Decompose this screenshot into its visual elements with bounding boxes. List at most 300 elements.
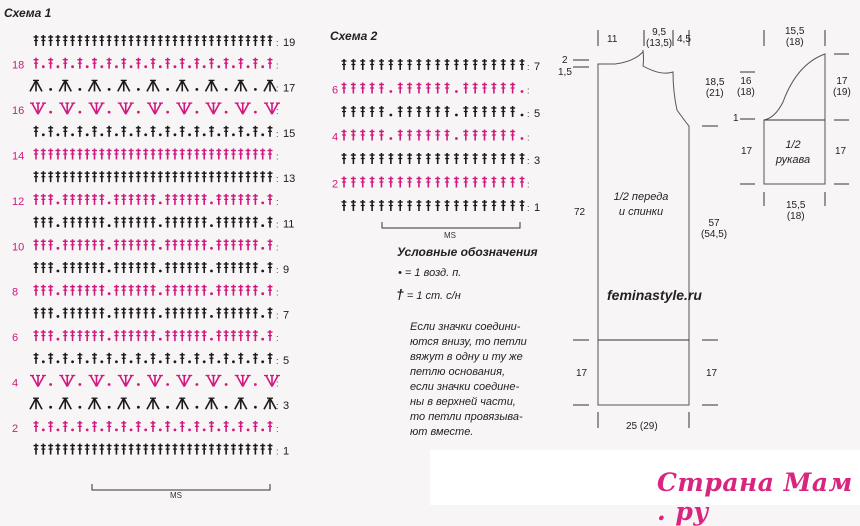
dc-stitch bbox=[165, 239, 170, 250]
row-number: 2 bbox=[332, 178, 339, 191]
dc-stitch bbox=[224, 194, 229, 205]
dc-stitch bbox=[398, 200, 403, 211]
dc-stitch bbox=[216, 262, 221, 273]
dc-stitch bbox=[34, 444, 39, 455]
dc-stitch bbox=[253, 285, 258, 296]
sleeve-dim-bottom-value: 15,5 bbox=[786, 200, 806, 211]
dc-stitch bbox=[180, 444, 185, 455]
dc-stitch bbox=[520, 177, 525, 188]
dc-stitch bbox=[351, 177, 356, 188]
dim-top-left: 11 bbox=[607, 34, 618, 45]
dc-stitch bbox=[426, 200, 431, 211]
dc-stitch bbox=[48, 35, 53, 46]
dc-stitch bbox=[121, 171, 126, 182]
dc-stitch bbox=[92, 35, 97, 46]
dc-stitch bbox=[143, 444, 148, 455]
row-dots: : bbox=[276, 38, 279, 48]
dc-stitch bbox=[158, 35, 163, 46]
fan-stitch bbox=[30, 376, 46, 387]
dc-stitch bbox=[491, 200, 496, 211]
row-number: 7 bbox=[283, 309, 290, 322]
dc-stitch bbox=[107, 126, 112, 137]
dc-stitch bbox=[85, 239, 90, 250]
dc-stitch bbox=[151, 285, 156, 296]
dc-stitch bbox=[180, 285, 185, 296]
cluster-stitch bbox=[235, 80, 247, 91]
dc-stitch bbox=[92, 353, 97, 364]
chain-stitch bbox=[195, 88, 198, 91]
row-dots: : bbox=[527, 132, 530, 143]
dc-stitch bbox=[34, 285, 39, 296]
row-dots: : bbox=[276, 333, 279, 344]
dc-stitch bbox=[194, 421, 199, 432]
dc-stitch bbox=[253, 262, 258, 273]
chain-stitch bbox=[71, 429, 74, 432]
dc-stitch bbox=[107, 149, 112, 160]
chain-symbol: • bbox=[398, 267, 402, 279]
chain-stitch bbox=[144, 360, 147, 363]
row-dots: : bbox=[276, 446, 279, 457]
dc-stitch bbox=[510, 106, 515, 117]
chain-stitch bbox=[195, 406, 198, 409]
dc-stitch bbox=[253, 171, 258, 182]
chain-stitch bbox=[42, 65, 45, 68]
row-dots: : bbox=[527, 179, 530, 190]
cluster-stitch bbox=[89, 398, 101, 409]
dc-stitch bbox=[121, 285, 126, 296]
dc-stitch bbox=[268, 194, 273, 205]
dc-stitch bbox=[172, 239, 177, 250]
dc-stitch bbox=[360, 59, 365, 70]
chain-stitch bbox=[108, 338, 111, 341]
dc-stitch bbox=[99, 262, 104, 273]
row-number: 7 bbox=[534, 61, 541, 73]
dc-stitch bbox=[143, 149, 148, 160]
chain-stitch bbox=[210, 315, 213, 318]
dc-stitch bbox=[136, 444, 141, 455]
dc-stitch bbox=[99, 217, 104, 228]
fan-stitch bbox=[235, 376, 251, 387]
chain-stitch bbox=[42, 429, 45, 432]
dc-stitch bbox=[194, 330, 199, 341]
dc-stitch bbox=[85, 444, 90, 455]
chain-stitch bbox=[261, 224, 264, 227]
dc-stitch bbox=[342, 177, 347, 188]
chain-stitch bbox=[108, 247, 111, 250]
fan-stitch bbox=[235, 103, 251, 114]
dc-stitch bbox=[92, 126, 97, 137]
dc-stitch bbox=[107, 444, 112, 455]
dc-stitch bbox=[351, 83, 356, 94]
dc-stitch bbox=[463, 83, 468, 94]
chain-stitch bbox=[217, 133, 220, 136]
dc-stitch bbox=[351, 153, 356, 164]
chain-stitch bbox=[261, 338, 264, 341]
dc-stitch bbox=[454, 177, 459, 188]
dc-stitch bbox=[34, 217, 39, 228]
row-number: 4 bbox=[12, 377, 19, 390]
dim-side-value: 57 bbox=[708, 218, 720, 229]
note-line: то петли провязыва- bbox=[410, 411, 523, 423]
dc-stitch bbox=[99, 285, 104, 296]
dc-stitch bbox=[360, 130, 365, 141]
chain-stitch bbox=[166, 111, 169, 114]
dc-stitch bbox=[63, 58, 68, 69]
dc-stitch bbox=[231, 239, 236, 250]
dc-stitch bbox=[202, 194, 207, 205]
dc-stitch bbox=[426, 83, 431, 94]
dc-stitch bbox=[121, 35, 126, 46]
cluster-stitch bbox=[264, 80, 276, 91]
dc-stitch bbox=[388, 200, 393, 211]
dc-stitch bbox=[238, 58, 243, 69]
dc-stitch bbox=[187, 239, 192, 250]
chain-stitch bbox=[108, 111, 111, 114]
dc-stitch bbox=[416, 177, 421, 188]
chain-stitch bbox=[108, 88, 111, 91]
body-pattern-label bbox=[606, 190, 676, 220]
dc-stitch bbox=[114, 307, 119, 318]
row-dots: : bbox=[276, 242, 279, 253]
dc-stitch bbox=[194, 262, 199, 273]
dc-stitch bbox=[77, 444, 82, 455]
dc-stitch bbox=[194, 194, 199, 205]
dc-stitch bbox=[99, 330, 104, 341]
dc-stitch bbox=[172, 171, 177, 182]
dc-stitch bbox=[351, 130, 356, 141]
dc-stitch bbox=[510, 177, 515, 188]
dc-stitch bbox=[77, 58, 82, 69]
dc-stitch bbox=[194, 239, 199, 250]
chain-stitch bbox=[108, 224, 111, 227]
chain-stitch bbox=[42, 133, 45, 136]
row-dots: : bbox=[527, 62, 530, 72]
dc-stitch bbox=[63, 126, 68, 137]
dc-stitch bbox=[238, 149, 243, 160]
dc-stitch bbox=[342, 200, 347, 211]
dc-stitch bbox=[224, 353, 229, 364]
row-dots: : bbox=[527, 156, 530, 166]
dc-stitch bbox=[342, 106, 347, 117]
dc-stitch bbox=[55, 171, 60, 182]
dc-stitch bbox=[121, 307, 126, 318]
chain-stitch bbox=[174, 429, 177, 432]
dc-stitch bbox=[136, 353, 141, 364]
dc-stitch bbox=[445, 106, 450, 117]
chain-stitch bbox=[261, 247, 264, 250]
fan-stitch bbox=[147, 103, 163, 114]
dc-stitch bbox=[107, 353, 112, 364]
row-dots: : bbox=[276, 196, 279, 207]
dc-stitch bbox=[77, 421, 82, 432]
dc-stitch bbox=[48, 262, 53, 273]
dc-stitch bbox=[268, 149, 273, 160]
chain-stitch bbox=[86, 429, 89, 432]
dc-stitch bbox=[187, 444, 192, 455]
dc-stitch bbox=[180, 35, 185, 46]
dc-stitch bbox=[172, 217, 177, 228]
dc-stitch bbox=[268, 444, 273, 455]
dc-stitch bbox=[129, 444, 134, 455]
dc-stitch bbox=[370, 106, 375, 117]
dc-stitch bbox=[77, 285, 82, 296]
dc-stitch bbox=[194, 307, 199, 318]
chain-stitch bbox=[49, 383, 52, 386]
dc-stitch bbox=[473, 130, 478, 141]
dc-stitch bbox=[388, 59, 393, 70]
dc-stitch bbox=[342, 153, 347, 164]
dc-stitch bbox=[187, 217, 192, 228]
dc-stitch bbox=[187, 285, 192, 296]
dc-stitch bbox=[187, 149, 192, 160]
row-dots: : bbox=[276, 355, 279, 366]
dc-stitch bbox=[180, 217, 185, 228]
dc-stitch bbox=[143, 285, 148, 296]
sleeve-dim-bottom bbox=[786, 200, 805, 222]
chain-stitch bbox=[210, 338, 213, 341]
dc-stitch bbox=[172, 149, 177, 160]
legend-dc-item bbox=[396, 287, 461, 304]
dc-stitch bbox=[238, 171, 243, 182]
row-dots: : bbox=[276, 128, 279, 139]
dc-stitch bbox=[34, 58, 39, 69]
dc-stitch bbox=[187, 330, 192, 341]
chain-stitch bbox=[86, 65, 89, 68]
dc-stitch bbox=[445, 130, 450, 141]
row-dots: : bbox=[527, 85, 530, 96]
sleeve-label-2: рукава bbox=[775, 154, 811, 166]
dc-stitch bbox=[416, 200, 421, 211]
dc-stitch bbox=[501, 130, 506, 141]
dc-stitch bbox=[473, 200, 478, 211]
fan-stitch bbox=[89, 103, 105, 114]
sleeve-dim-body-right: 17 bbox=[835, 146, 847, 157]
row-dots: : bbox=[276, 401, 279, 412]
chain-stitch bbox=[203, 65, 206, 68]
row-number: 17 bbox=[283, 82, 296, 95]
dc-stitch bbox=[445, 59, 450, 70]
dc-stitch bbox=[114, 444, 119, 455]
dc-stitch bbox=[407, 200, 412, 211]
dc-stitch bbox=[224, 171, 229, 182]
dc-stitch bbox=[55, 149, 60, 160]
dc-stitch bbox=[351, 106, 356, 117]
dc-stitch bbox=[216, 194, 221, 205]
dc-stitch bbox=[520, 153, 525, 164]
chain-stitch bbox=[203, 133, 206, 136]
row-number: 5 bbox=[283, 354, 290, 367]
dim-hem-left: 17 bbox=[576, 368, 588, 379]
row-number: 11 bbox=[283, 218, 295, 231]
cluster-stitch bbox=[206, 398, 218, 409]
chain-stitch bbox=[130, 360, 133, 363]
dc-stitch bbox=[520, 59, 525, 70]
dc-stitch bbox=[238, 353, 243, 364]
dc-stitch bbox=[151, 239, 156, 250]
row-dots: : bbox=[276, 219, 279, 230]
fan-stitch bbox=[206, 103, 222, 114]
dc-stitch bbox=[360, 177, 365, 188]
dc-stitch bbox=[416, 59, 421, 70]
dc-stitch bbox=[238, 217, 243, 228]
cluster-stitch bbox=[176, 80, 188, 91]
dc-stitch bbox=[510, 153, 515, 164]
dc-stitch bbox=[165, 149, 170, 160]
chain-stitch bbox=[389, 90, 392, 93]
dc-stitch bbox=[454, 200, 459, 211]
chain-stitch bbox=[108, 292, 111, 295]
dc-stitch bbox=[260, 149, 265, 160]
dc-stitch bbox=[501, 106, 506, 117]
dc-stitch bbox=[426, 177, 431, 188]
dc-stitch bbox=[121, 262, 126, 273]
row-number: 2 bbox=[12, 422, 19, 435]
chain-stitch bbox=[261, 315, 264, 318]
chain-stitch bbox=[174, 360, 177, 363]
chain-stitch bbox=[57, 360, 60, 363]
chain-stitch bbox=[188, 133, 191, 136]
dc-stitch bbox=[129, 307, 134, 318]
dc-stitch bbox=[48, 353, 53, 364]
dc-stitch bbox=[238, 421, 243, 432]
note-line: ют вместе. bbox=[410, 426, 474, 438]
dc-stitch bbox=[360, 83, 365, 94]
chain-stitch bbox=[159, 270, 162, 273]
dc-stitch bbox=[187, 171, 192, 182]
chain-stitch bbox=[86, 133, 89, 136]
dc-stitch bbox=[63, 353, 68, 364]
dc-stitch bbox=[63, 217, 68, 228]
dc-stitch bbox=[136, 307, 141, 318]
dc-stitch bbox=[136, 239, 141, 250]
dc-stitch bbox=[231, 35, 236, 46]
dc-stitch bbox=[216, 149, 221, 160]
dc-stitch bbox=[92, 444, 97, 455]
dc-stitch bbox=[136, 285, 141, 296]
dim-top-mid-alt: (13,5) bbox=[646, 38, 673, 49]
cluster-stitch bbox=[206, 80, 218, 91]
chain-stitch bbox=[78, 88, 81, 91]
dc-stitch bbox=[231, 444, 236, 455]
dc-stitch bbox=[34, 194, 39, 205]
dc-stitch bbox=[231, 330, 236, 341]
dc-stitch bbox=[231, 217, 236, 228]
dc-stitch bbox=[454, 59, 459, 70]
chain-stitch bbox=[144, 65, 147, 68]
dc-stitch bbox=[129, 330, 134, 341]
chain-stitch bbox=[225, 406, 228, 409]
chain-stitch bbox=[261, 360, 264, 363]
chain-stitch bbox=[166, 88, 169, 91]
dc-stitch bbox=[41, 171, 46, 182]
sleeve-dim-cap-left-value: 16 bbox=[740, 76, 752, 87]
dc-stitch bbox=[41, 149, 46, 160]
chain-stitch bbox=[49, 88, 52, 91]
dc-stitch bbox=[121, 444, 126, 455]
dc-stitch bbox=[92, 421, 97, 432]
dc-stitch bbox=[151, 194, 156, 205]
dc-stitch bbox=[224, 285, 229, 296]
dc-stitch bbox=[85, 262, 90, 273]
dc-stitch bbox=[34, 307, 39, 318]
chain-stitch bbox=[521, 114, 524, 117]
row-number: 10 bbox=[12, 241, 25, 254]
dc-stitch bbox=[55, 35, 60, 46]
dc-stitch bbox=[107, 421, 112, 432]
dc-stitch bbox=[136, 217, 141, 228]
sleeve-dim-top bbox=[785, 26, 804, 48]
chain-stitch bbox=[57, 338, 60, 341]
chain-stitch bbox=[210, 270, 213, 273]
dc-stitch bbox=[48, 307, 53, 318]
dc-stitch bbox=[216, 285, 221, 296]
dc-stitch bbox=[99, 35, 104, 46]
dc-stitch bbox=[194, 353, 199, 364]
scheme2-chart bbox=[320, 0, 560, 250]
cluster-stitch bbox=[264, 398, 276, 409]
dc-stitch bbox=[143, 330, 148, 341]
dc-stitch bbox=[482, 130, 487, 141]
dc-stitch bbox=[253, 58, 258, 69]
row-number: 1 bbox=[534, 202, 541, 214]
dc-stitch bbox=[77, 307, 82, 318]
dc-stitch bbox=[172, 194, 177, 205]
dc-stitch bbox=[77, 239, 82, 250]
dc-stitch bbox=[501, 83, 506, 94]
dc-stitch bbox=[34, 149, 39, 160]
chain-stitch bbox=[159, 429, 162, 432]
dc-stitch bbox=[70, 149, 75, 160]
dc-stitch bbox=[121, 126, 126, 137]
dc-stitch bbox=[165, 171, 170, 182]
dc-stitch bbox=[165, 421, 170, 432]
row-number: 18 bbox=[12, 59, 25, 72]
dc-stitch bbox=[202, 262, 207, 273]
dc-stitch bbox=[209, 421, 214, 432]
dc-stitch bbox=[70, 307, 75, 318]
ms-label: MS bbox=[444, 231, 456, 240]
dc-stitch bbox=[491, 83, 496, 94]
dc-stitch bbox=[416, 130, 421, 141]
dc-stitch bbox=[501, 177, 506, 188]
chain-stitch bbox=[137, 383, 140, 386]
note-line: Если значки соедини- bbox=[410, 321, 521, 333]
dim-side-alt: (54,5) bbox=[701, 229, 728, 240]
dc-stitch bbox=[231, 171, 236, 182]
dc-stitch bbox=[172, 307, 177, 318]
dc-stitch bbox=[260, 35, 265, 46]
dc-stitch bbox=[77, 35, 82, 46]
chain-stitch bbox=[210, 247, 213, 250]
chain-stitch bbox=[261, 292, 264, 295]
dc-stitch bbox=[482, 83, 487, 94]
dc-stitch bbox=[194, 126, 199, 137]
chain-stitch bbox=[49, 406, 52, 409]
fan-stitch bbox=[59, 103, 75, 114]
dc-stitch bbox=[48, 194, 53, 205]
chain-stitch bbox=[254, 383, 257, 386]
dim-neck-1: 2 bbox=[562, 55, 568, 66]
body-label-2: и спинки bbox=[618, 206, 664, 218]
row-dots: : bbox=[276, 378, 279, 389]
dc-stitch bbox=[99, 171, 104, 182]
dc-stitch bbox=[435, 153, 440, 164]
chain-stitch bbox=[225, 383, 228, 386]
dc-stitch bbox=[202, 444, 207, 455]
dc-stitch bbox=[92, 239, 97, 250]
dc-stitch bbox=[34, 353, 39, 364]
dc-stitch bbox=[253, 421, 258, 432]
